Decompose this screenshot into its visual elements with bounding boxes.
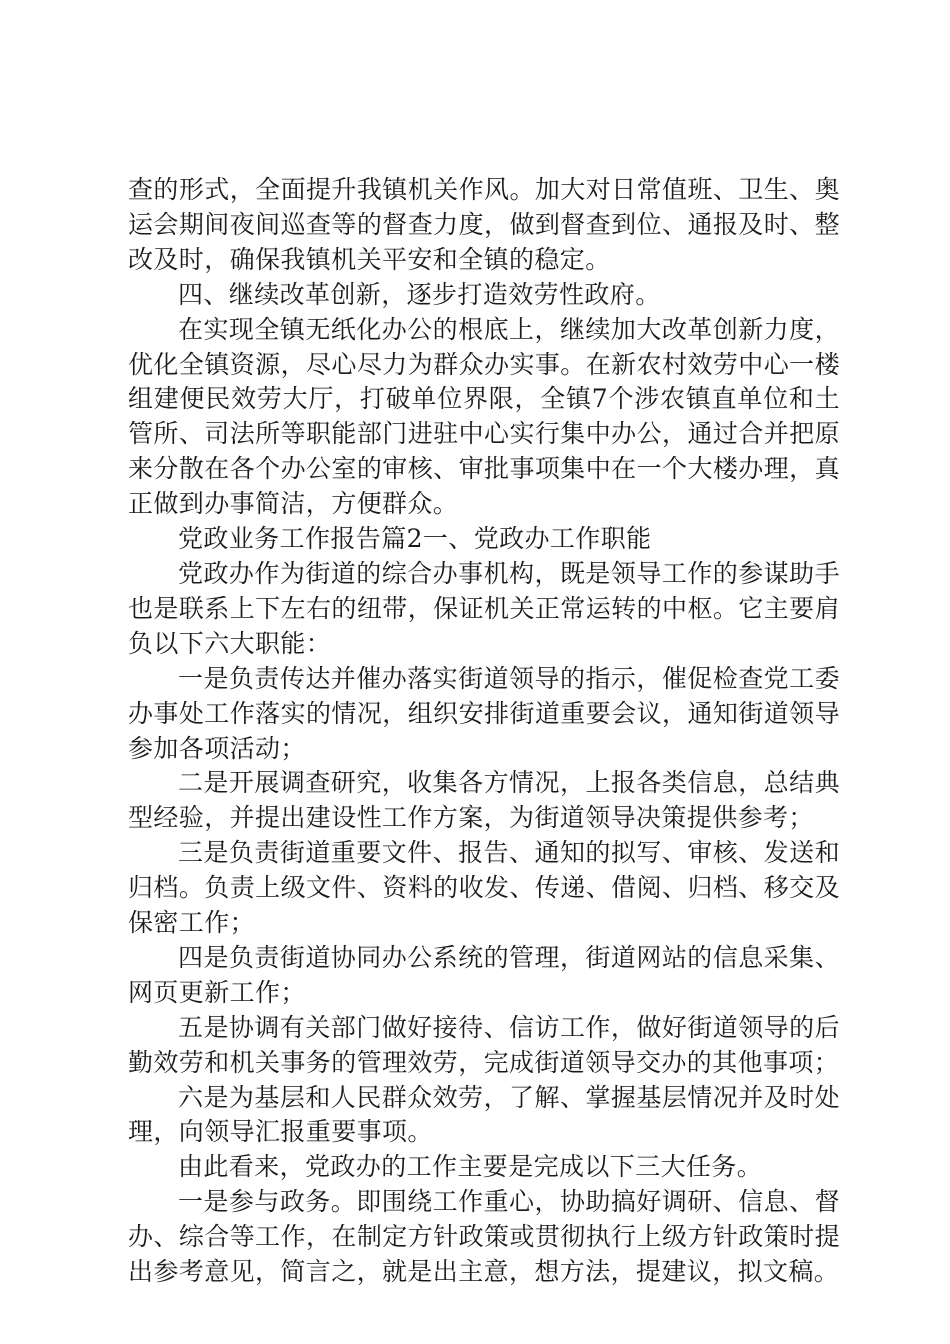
paragraph-continuation: 查的形式，全面提升我镇机关作风。加大对日常值班、卫生、奥运会期间夜间巡查等的督查力度，做到督查到位、通报及时、整改及时，确保我镇机关平安和全镇的稳定。	[128, 175, 840, 274]
task-item: 一是参与政务。即围绕工作重心，协助搞好调研、信息、督办、综合等工作，在制定方针政策或贯彻执行上级方针政策时提出参考意见，简言之，就是出主意，想方法，提建议，拟文稿。	[128, 1187, 840, 1287]
duty-item: 三是负责街道重要文件、报告、通知的拟写、审核、发送和归档。负责上级文件、资料的收发、传递、借阅、归档、移交及保密工作；	[128, 838, 840, 938]
duty-item: 六是为基层和人民群众效劳，了解、掌握基层情况并及时处理，向领导汇报重要事项。	[128, 1082, 840, 1147]
paragraph: 由此看来，党政办的工作主要是完成以下三大任务。	[178, 1152, 763, 1182]
section-heading-four: 四、继续改革创新，逐步打造效劳性政府。	[178, 279, 661, 309]
duty-item: 四是负责街道协同办公系统的管理，街道网站的信息采集、网页更新工作；	[128, 942, 840, 1007]
document-body	[128, 173, 840, 1290]
duty-item: 五是协调有关部门做好接待、信访工作，做好街道领导的后勤效劳和机关事务的管理效劳，完成街道领导交办的其他事项；	[128, 1012, 840, 1077]
paragraph: 党政办作为街道的综合办事机构，既是领导工作的参谋助手也是联系上下左右的纽带，保证机关正常运转的中枢。它主要肩负以下六大职能：	[128, 558, 840, 658]
report-heading: 党政业务工作报告篇2一、党政办工作职能	[178, 524, 652, 554]
paragraph: 在实现全镇无纸化办公的根底上，继续加大改革创新力度，优化全镇资源，尽心尽力为群众办实事。在新农村效劳中心一楼组建便民效劳大厅，打破单位界限，全镇7个涉农镇直单位和土管所、司法所等职能部门进驻中心实行集中办公，通过合并把原来分散在各个办公室的审核、审批事项集中在一个大楼办理，真正做到办事简洁，方便群众。	[128, 314, 840, 519]
duty-item: 一是负责传达并催办落实街道领导的指示，催促检查党工委办事处工作落实的情况，组织安排街道重要会议，通知街道领导参加各项活动；	[128, 663, 840, 763]
duty-item: 二是开展调查研究，收集各方情况，上报各类信息，总结典型经验，并提出建设性工作方案，为街道领导决策提供参考；	[128, 768, 840, 833]
